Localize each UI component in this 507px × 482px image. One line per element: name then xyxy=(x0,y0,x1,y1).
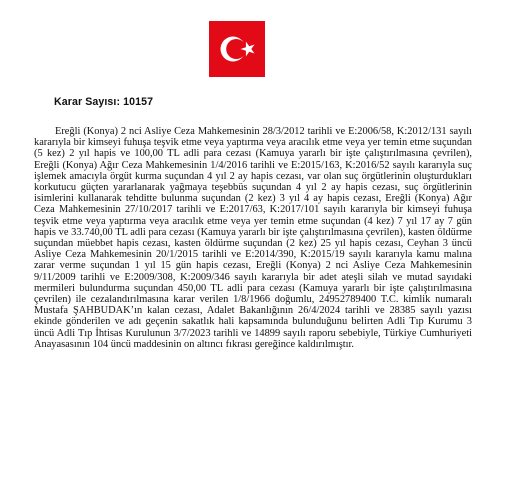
decision-number-title: Karar Sayısı: 10157 xyxy=(54,96,154,108)
decision-body-text: Ereğli (Konya) 2 nci Asliye Ceza Mahkemesinin 28/3/2012 tarihli ve E:2006/58, K:2012/131 sayılı kararıyla bir kimseyi fuhuşa teşvik etme veya yaptırma veya aracılık etme veya yer temin etme suçundan (5 kez) 2 yıl hapis ve 100,00 TL adli para cezası (Kamuya yararlı bir işte çalıştırılmasına çevrilen), Ereğli (Konya) Ağır Ceza Mahkemesinin 1/4/2016 tarihli ve E:2015/163, K:2016/52 sayılı kararıyla suç işlemek amacıyla örgüt kurma suçundan 4 yıl 2 ay hapis cezası, var olan suç örgütlerinin oluşturdukları korkutucu güçten yararlanarak yağmaya teşebbüs suçundan 4 yıl 2 ay hapis cezası, suç örgütlerinin isimlerini kullanarak tehditte bulunma suçundan (2 kez) 3 yıl 4 ay hapis cezası, Ereğli (Konya) Ağır Ceza Mahkemesinin 27/10/2017 tarihli ve E:2017/63, K:2017/101 sayılı kararıyla bir kimseyi fuhuşa teşvik etme veya yaptırma veya aracılık etme veya yer temin etme suçundan (4 kez) 7 yıl 17 ay 7 gün hapis ve 33.740,00 TL adli para cezası (Kamuya yararlı bir işte çalıştırılmasına çevrilen), kasten öldürme suçundan müebbet hapis cezası, kasten öldürme suçundan (2 kez) 25 yıl hapis cezası, Ceyhan 3 üncü Asliye Ceza Mahkemesinin 20/1/2015 tarihli ve E:2014/390, K:2015/19 sayılı kararıyla kamu malına zarar verme suçundan 1 yıl 15 gün hapis cezası, Ereğli (Konya) 2 nci Asliye Ceza Mahkemesinin 9/11/2009 tarihli ve E:2009/308, K:2009/346 sayılı kararıyla bir adet ateşli silah ve mutad sayıdaki mermileri bulundurma suçundan 450,00 TL adli para cezası (Kamuya yararlı bir işte çalıştırılmasına çevrilen) ile cezalandırılmasına karar verilen 1/8/1966 doğumlu, 24952789400 T.C. kimlik numaralı Mustafa ŞAHBUDAK’ın kalan cezası, Adalet Bakanlığının 26/4/2024 tarihli ve 28385 sayılı yazısı ekinde gönderilen ve adı geçenin sakatlık hali kapsamında bulunduğunu belirten Adli Tıp Kurumu 3 üncü Adli Tıp İhtisas Kurulunun 3/7/2023 tarihli ve 14899 sayılı raporu sebebiyle, Türkiye Cumhuriyeti Anayasasının 104 üncü maddesinin on altıncı fıkrası gereğince kaldırılmıştır. xyxy=(34,126,472,350)
turkish-flag-icon xyxy=(209,21,265,77)
